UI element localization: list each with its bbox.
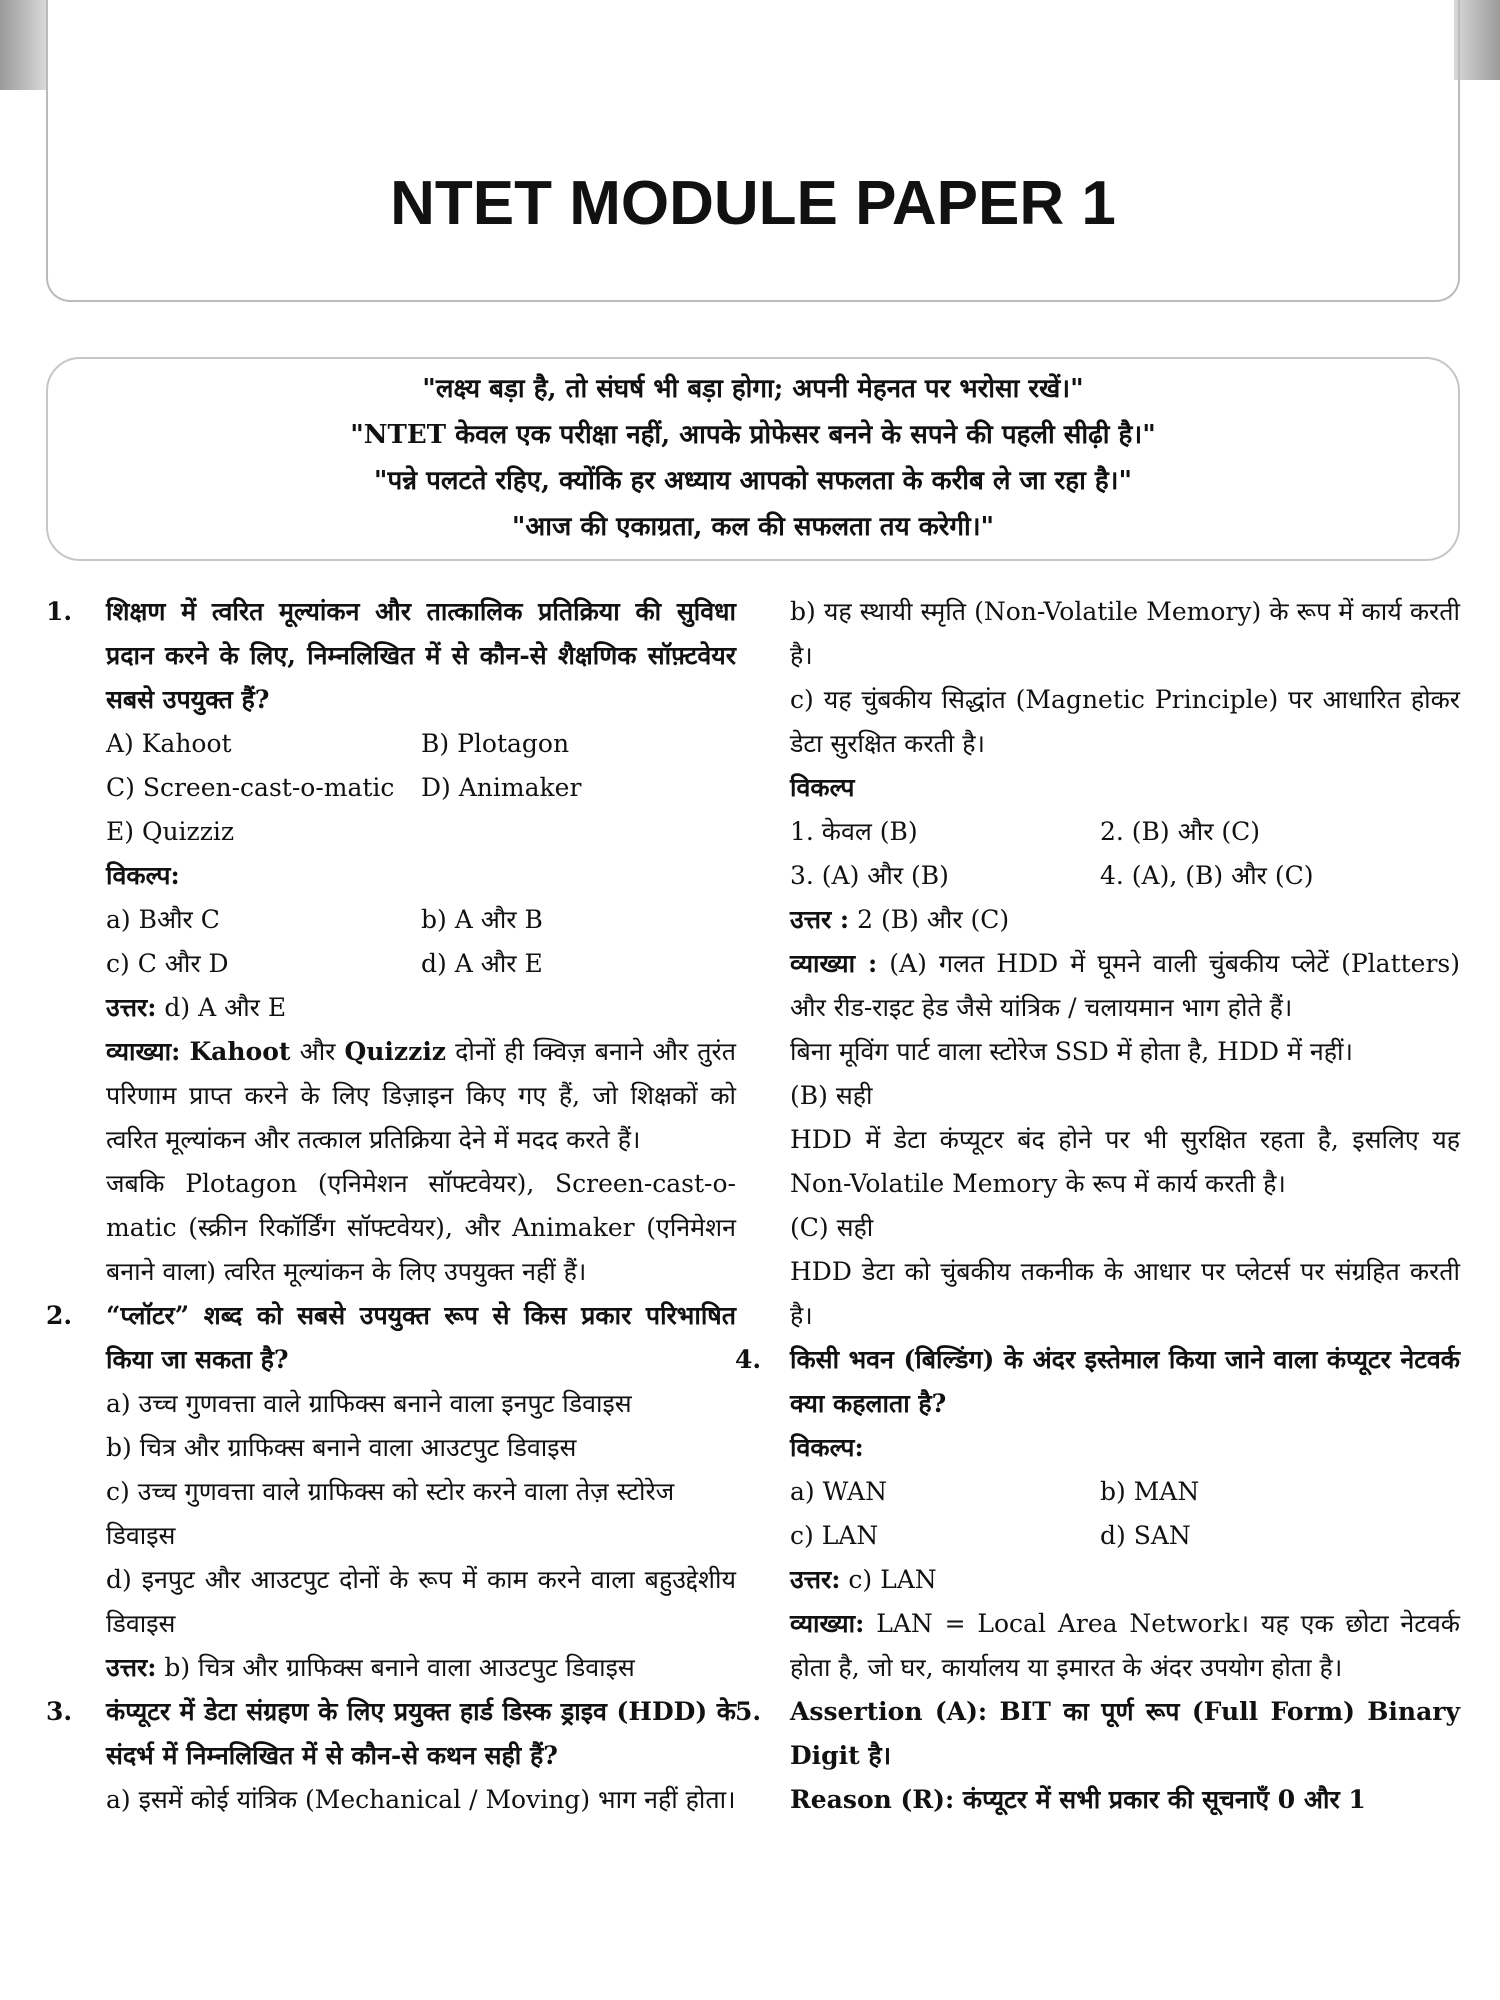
question-4 [735, 1338, 1460, 1690]
question-text: “प्लॉटर” शब्द को सबसे उपयुक्त रूप से किस प्रकार परिभाषित किया जा सकता है? [106, 1301, 736, 1374]
answer-label: उत्तर : [790, 905, 850, 934]
quote-line: "लक्ष्य बड़ा है, तो संघर्ष भी बड़ा होगा; अपनी मेहनत पर भरोसा रखें।" [422, 374, 1084, 404]
choice: a) Bऔर C [106, 905, 220, 934]
quote-line: "आज की एकाग्रता, कल की सफलता तय करेगी।" [511, 512, 995, 542]
question-number: 2. [46, 1301, 73, 1330]
text: (A) गलत HDD में घूमने वाली चुंबकीय प्लेटें (Platters) और रीड-राइट हेड जैसे यांत्रिक / चलायमान भाग होते हैं। [790, 949, 1460, 1022]
text: और [299, 1037, 336, 1066]
quote-line: "पन्ने पलटते रहिए, क्योंकि हर अध्याय आपको सफलता के करीब ले जा रहा है।" [373, 466, 1133, 496]
answer-line [106, 986, 736, 1030]
page-corner-right [1454, 0, 1500, 80]
item: C) Screen-cast-o-matic [106, 773, 395, 802]
statement: c) यह चुंबकीय सिद्धांत (Magnetic Principle) पर आधारित होकर डेटा सुरक्षित करती है। [790, 685, 1460, 758]
explanation-line: HDD डेटा को चुंबकीय तकनीक के आधार पर प्लेटर्स पर संग्रहित करती है। [790, 1257, 1460, 1330]
item: E) Quizziz [106, 817, 235, 846]
choice: c) C और D [106, 949, 229, 978]
question-2 [46, 1294, 736, 1690]
choice: d) इनपुट और आउटपुट दोनों के रूप में काम करने वाला बहुउद्देशीय डिवाइस [106, 1565, 736, 1638]
choice: a) WAN [790, 1477, 887, 1506]
explanation-line: (B) सही [790, 1081, 873, 1110]
choice: d) SAN [1100, 1521, 1191, 1550]
question-text: किसी भवन (बिल्डिंग) के अंदर इस्तेमाल किया जाने वाला कंप्यूटर नेटवर्क क्या कहलाता है? [790, 1345, 1460, 1418]
answer-label: उत्तर: [106, 1653, 157, 1682]
choice: b) A और B [421, 905, 543, 934]
question-number: 1. [46, 597, 73, 626]
question-text: शिक्षण में त्वरित मूल्यांकन और तात्कालिक प्रतिक्रिया की सुविधा प्रदान करने के लिए, निम्नलिखित में से कौन-से शैक्षणिक सॉफ़्टवेयर सबसे उपयुक्त हैं? [106, 597, 736, 714]
choice: a) उच्च गुणवत्ता वाले ग्राफिक्स बनाने वाला इनपुट डिवाइस [106, 1389, 632, 1418]
choice: c) LAN [790, 1521, 879, 1550]
choice: 3. (A) और (B) [790, 861, 949, 890]
choice: 1. केवल (B) [790, 817, 918, 846]
title-banner [46, 0, 1460, 302]
explanation [790, 942, 1460, 1030]
choice: 2. (B) और (C) [1100, 817, 1261, 846]
answer-label: उत्तर: [790, 1565, 841, 1594]
question-number: 4. [735, 1345, 762, 1374]
question-number: 3. [46, 1697, 73, 1726]
reason: Reason (R): कंप्यूटर में सभी प्रकार की सूचनाएँ 0 और 1 [790, 1785, 1366, 1814]
answer-value: 2 (B) और (C) [857, 905, 1010, 934]
answer-choices [106, 898, 736, 986]
answer-value: c) LAN [848, 1565, 937, 1594]
explanation-label: व्याख्या: [106, 1037, 181, 1066]
right-column [735, 590, 1460, 1822]
explanation-continued: जबकि Plotagon (एनिमेशन सॉफ्टवेयर), Screen-cast-o-matic (स्क्रीन रिकॉर्डिंग सॉफ्टवेयर), और Animaker (एनिमेशन बनाने वाला) त्वरित मूल्यांकन के लिए उपयुक्त नहीं हैं। [106, 1169, 736, 1286]
options-label: विकल्प: [790, 1433, 864, 1462]
answer-line [790, 1558, 1460, 1602]
answer-value: b) चित्र और ग्राफिक्स बनाने वाला आउटपुट डिवाइस [164, 1653, 635, 1682]
explanation-label: व्याख्या : [790, 949, 878, 978]
answer-choices [790, 810, 1460, 898]
answer-line [106, 1646, 736, 1690]
question-3 [46, 1690, 736, 1822]
question-5 [735, 1690, 1460, 1822]
item: D) Animaker [421, 773, 582, 802]
text: दोनों ही क्विज़ बनाने और तुरंत परिणाम प्राप्त करने के लिए डिज़ाइन किए गए हैं, जो शिक्षकों को त्वरित मूल्यांकन और तत्काल प्रतिक्रिया देने में मदद करते हैं। [106, 1037, 736, 1154]
answer-choices [790, 1470, 1460, 1558]
explanation-label: व्याख्या: [790, 1609, 865, 1638]
assertion: Assertion (A): BIT का पूर्ण रूप (Full Form) Binary Digit है। [790, 1697, 1460, 1770]
explanation [106, 1030, 736, 1162]
choice: b) MAN [1100, 1477, 1200, 1506]
question-1 [46, 590, 736, 1294]
explanation-line: (C) सही [790, 1213, 874, 1242]
question-text: कंप्यूटर में डेटा संग्रहण के लिए प्रयुक्त हार्ड डिस्क ड्राइव (HDD) के संदर्भ में निम्नलिखित में से कौन-से कथन सही हैं? [106, 1697, 736, 1770]
options-label: विकल्प [790, 773, 855, 802]
item: A) Kahoot [106, 729, 232, 758]
explanation-line: HDD में डेटा कंप्यूटर बंद होने पर भी सुरक्षित रहता है, इसलिए यह Non-Volatile Memory के रूप में कार्य करती है। [790, 1125, 1460, 1198]
options-label: विकल्प: [106, 861, 180, 890]
explanation [790, 1602, 1460, 1690]
choice: c) उच्च गुणवत्ता वाले ग्राफिक्स को स्टोर करने वाला तेज़ स्टोरेज डिवाइस [106, 1477, 675, 1550]
statement: a) इसमें कोई यांत्रिक (Mechanical / Moving) भाग नहीं होता। [106, 1785, 736, 1814]
explanation-line: बिना मूविंग पार्ट वाला स्टोरेज SSD में होता है, HDD में नहीं। [790, 1037, 1354, 1066]
page-title: NTET MODULE PAPER 1 [390, 169, 1116, 238]
motivational-quotes-box [46, 357, 1460, 561]
statement: b) यह स्थायी स्मृति (Non-Volatile Memory) के रूप में कार्य करती है। [790, 597, 1460, 670]
quote-line: "NTET केवल एक परीक्षा नहीं, आपके प्रोफेसर बनने के सपने की पहली सीढ़ी है।" [350, 420, 1156, 450]
choice: d) A और E [421, 949, 543, 978]
left-column [46, 590, 736, 1822]
page-corner-left [0, 0, 46, 90]
keyword: Kahoot [189, 1037, 291, 1066]
item: B) Plotagon [421, 729, 570, 758]
answer-label: उत्तर: [106, 993, 157, 1022]
choice: 4. (A), (B) और (C) [1100, 861, 1314, 890]
question-number: 5. [735, 1697, 762, 1726]
answer-line [790, 898, 1460, 942]
question-items [106, 722, 736, 854]
answer-value: d) A और E [164, 993, 287, 1022]
choice: b) चित्र और ग्राफिक्स बनाने वाला आउटपुट डिवाइस [106, 1433, 577, 1462]
text: LAN = Local Area Network। यह एक छोटा नेटवर्क होता है, जो घर, कार्यालय या इमारत के अंदर उपयोग होता है। [790, 1609, 1460, 1682]
keyword: Quizziz [344, 1037, 447, 1066]
